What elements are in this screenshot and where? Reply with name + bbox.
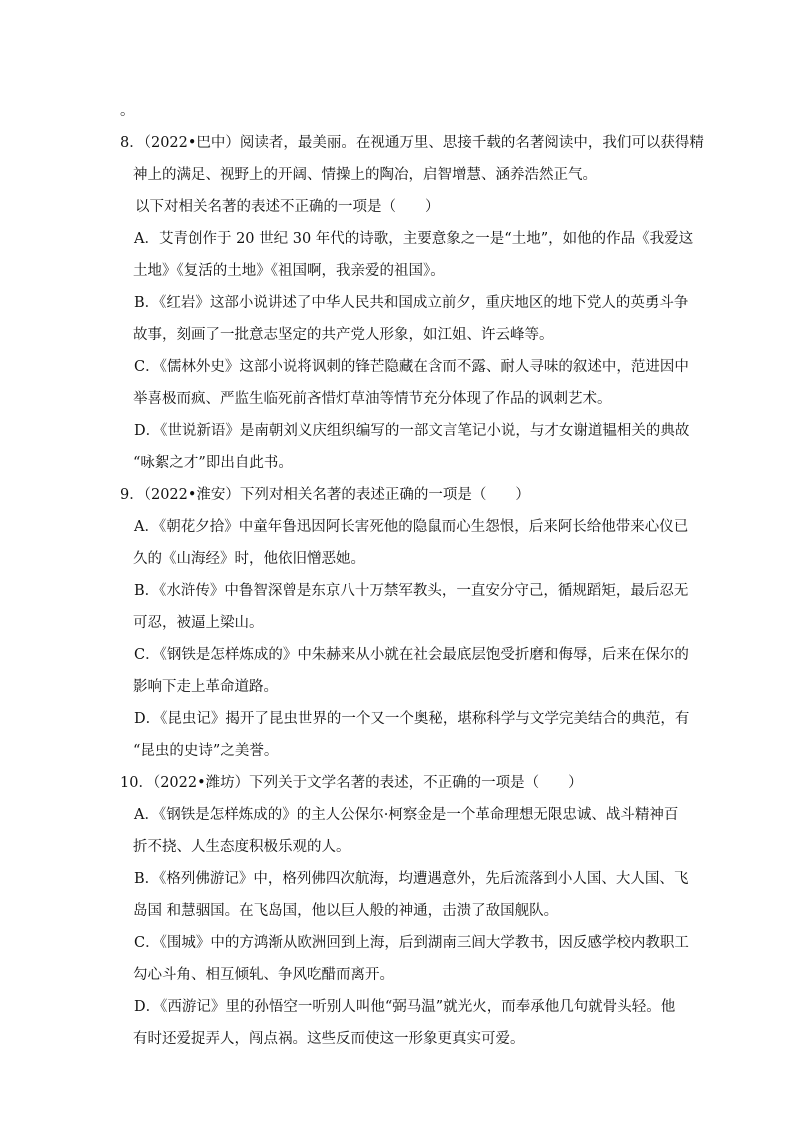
option-d-cont: “咏絮之才”即出自此书。 <box>133 455 293 471</box>
option-c-cont: 勾心斗角、相互倾轧、争风吃醋而离开。 <box>133 967 394 983</box>
option-b-cont: 故事，刻画了一批意志坚定的共产党人形象，如江姐、许云峰等。 <box>133 327 554 343</box>
option-a-cont: 折不挠、人生态度积极乐观的人。 <box>133 839 351 855</box>
option-a-cont: 土地》《复活的土地》《祖国啊，我亲爱的祖国》。 <box>133 263 445 279</box>
option-a: A．艾青创作于 20 世纪 30 年代的诗歌，主要意象之一是“土地”，如他的作品《我爱这 <box>134 231 694 247</box>
option-d: D．《西游记》里的孙悟空一听别人叫他“弼马温”就光火，而奉承他几句就骨头轻。他 <box>134 999 676 1015</box>
option-d: D．《昆虫记》揭开了昆虫世界的一个又一个奥秘，堪称科学与文学完美结合的典范，有 <box>134 711 690 727</box>
option-a: A．《朝花夕拾》中童年鲁迅因阿长害死他的隐鼠而心生怨恨，后来阿长给他带来心仪已 <box>134 519 689 535</box>
option-d: D．《世说新语》是南朝刘义庆组织编写的一部文言笔记小说，与才女谢道韫相关的典故 <box>134 423 690 439</box>
option-c: C．《儒林外史》这部小说将讽刺的锋芒隐藏在含而不露、耐人寻味的叙述中，范进因中 <box>134 359 689 375</box>
option-c: C．《围城》中的方鸿渐从欧洲回到上海，后到湖南三闾大学教书，因反感学校内教职工 <box>134 935 689 951</box>
question-prompt: 以下对相关名著的表述不正确的一项是（ ） <box>135 199 440 215</box>
option-c: C．《钢铁是怎样炼成的》中朱赫来从小就在社会最底层饱受折磨和侮辱，后来在保尔的 <box>134 647 689 663</box>
option-b: B．《红岩》这部小说讲述了中华人民共和国成立前夕，重庆地区的地下党人的英勇斗争 <box>134 295 689 311</box>
question-stem-line: 9．（2022•淮安）下列对相关名著的表述正确的一项是（ ） <box>120 487 530 503</box>
option-a-cont: 久的《山海经》时，他依旧憎恶她。 <box>133 551 365 567</box>
text-fragment: 。 <box>120 103 135 119</box>
option-d-cont: 有时还爱捉弄人，闯点祸。这些反而使这一形象更真实可爱。 <box>133 1031 525 1047</box>
option-c-cont: 举喜极而疯、严监生临死前吝惜灯草油等情节充分体现了作品的讽刺艺术。 <box>133 391 612 407</box>
question-stem-line: 10．（2022•潍坊）下列关于文学名著的表述，不正确的一项是（ ） <box>120 775 583 791</box>
option-c-cont: 影响下走上革命道路。 <box>133 679 278 695</box>
option-b: B．《格列佛游记》中，格列佛四次航海，均遭遇意外，先后流落到小人国、大人国、飞 <box>134 871 689 887</box>
option-b: B．《水浒传》中鲁智深曾是东京八十万禁军教头，一直安分守己，循规蹈矩，最后忍无 <box>134 583 689 599</box>
option-b-cont: 岛国 和慧骃国。在飞岛国，他以巨人般的神通，击溃了敌国舰队。 <box>133 903 559 919</box>
option-a: A．《钢铁是怎样炼成的》的主人公保尔·柯察金是一个革命理想无限忠诚、战斗精神百 <box>134 807 679 823</box>
option-d-cont: “昆虫的史诗”之美誉。 <box>133 743 279 759</box>
question-stem-line: 8．（2022•巴中）阅读者，最美丽。在视通万里、思接千载的名著阅读中，我们可以获得精 <box>120 135 704 151</box>
option-b-cont: 可忍，被逼上梁山。 <box>133 615 264 631</box>
question-stem-line: 神上的满足、视野上的开阔、情操上的陶冶，启智增慧、涵养浩然正气。 <box>133 167 597 183</box>
